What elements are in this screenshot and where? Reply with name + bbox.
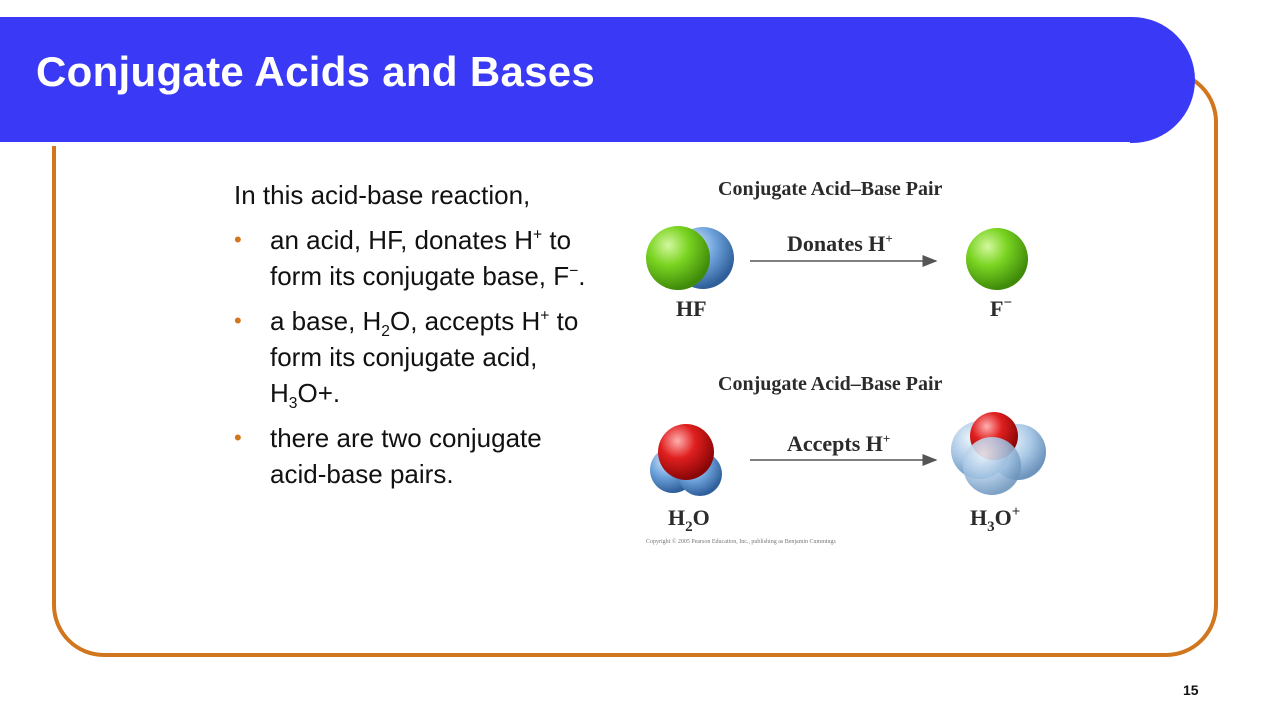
donates-label: Donates H+: [787, 231, 893, 256]
hf-molecule-icon: [646, 226, 734, 290]
figure-copyright: Copyright © 2005 Pearson Education, Inc., publishing as Benjamin Cummings: [646, 539, 836, 545]
bullet-two-pairs: [234, 420, 604, 492]
hydronium-ion-icon: [951, 412, 1046, 495]
superscript: −: [569, 262, 579, 280]
bullet-text: .: [578, 261, 586, 291]
conjugate-pair-figure: [640, 170, 1070, 555]
bullet-icon: •: [234, 308, 242, 333]
bullet-acid-donates: [234, 222, 604, 294]
bullet-text: to form its conjugate acid, H: [270, 306, 579, 408]
intro-text: In this acid-base reaction,: [234, 180, 531, 210]
bullet-base-accepts: [234, 303, 604, 411]
bullet-text: O, accepts H: [389, 306, 541, 336]
hf-label: HF: [676, 296, 707, 321]
bottom-pair-heading: Conjugate Acid–Base Pair: [718, 373, 943, 395]
water-molecule-icon: [650, 424, 722, 496]
accepts-label: Accepts H+: [787, 431, 891, 456]
superscript: +: [540, 307, 550, 325]
top-pair-heading: Conjugate Acid–Base Pair: [718, 178, 943, 200]
bullet-list: [234, 222, 604, 492]
page-number: 15: [1183, 682, 1199, 698]
body-text: [234, 177, 604, 501]
hydronium-label: $H_3O^+$: [970, 504, 1021, 535]
fluoride-label: F−: [990, 295, 1013, 321]
bullet-text: to form its conjugate base, F: [270, 225, 572, 291]
title-underline: [0, 142, 1130, 146]
bullet-icon: •: [234, 425, 242, 450]
bullet-text: O+.: [297, 378, 341, 408]
bullet-icon: •: [234, 227, 242, 252]
fluoride-ion-icon: [966, 228, 1028, 290]
subscript: 2: [381, 323, 390, 341]
slide-title: Conjugate Acids and Bases: [36, 48, 596, 95]
bullet-text: there are two conjugate acid-base pairs.: [270, 423, 542, 489]
superscript: +: [533, 226, 543, 244]
bullet-text: a base, H: [270, 306, 382, 336]
water-label: $H_2O$: [668, 505, 710, 535]
bullet-text: an acid, HF, donates H: [270, 225, 534, 255]
subscript: 3: [288, 395, 298, 413]
